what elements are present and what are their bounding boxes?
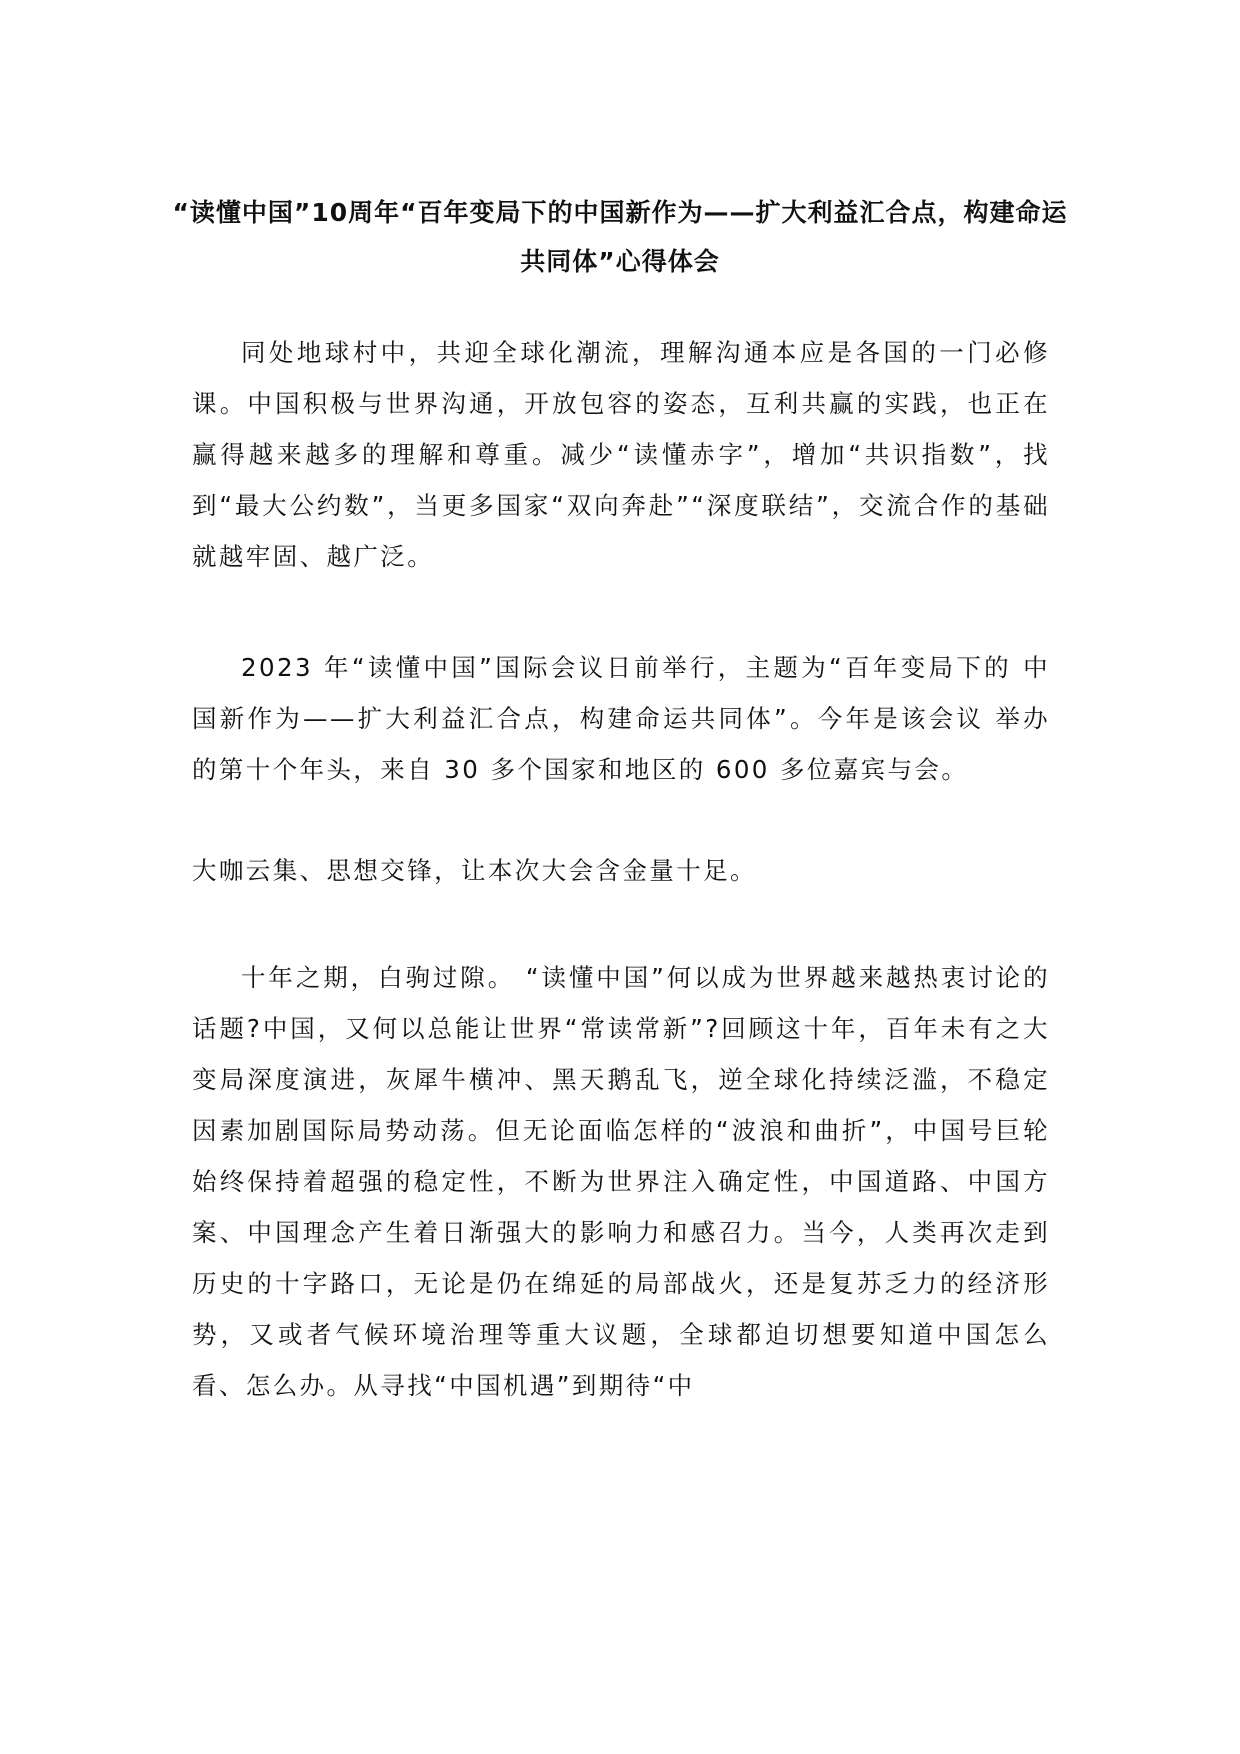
paragraph-3: 大咖云集、思想交锋，让本次大会含金量十足。: [192, 856, 757, 885]
paragraph-2: 2023 年“读懂中国”国际会议日前举行，主题为“百年变局下的 中国新作为——扩大利益汇合点，构建命运共同体”。今年是该会议 举办的第十个年头，来自 30 多个国家和地区的 600 多位嘉宾与会。: [192, 653, 1050, 784]
document-title: “读懂中国”10周年“百年变局下的中国新作为——扩大利益汇合点，构建命运共同体”心得体会: [172, 198, 1068, 276]
paragraph-4: 十年之期，白驹过隙。 “读懂中国”何以成为世界越来越热衷讨论的话题?中国，又何以总能让世界“常读常新”?回顾这十年，百年未有之大变局深度演进，灰犀牛横冲、黑天鹅乱飞，逆全球化持续泛滥，不稳定因素加剧国际局势动荡。但无论面临怎样的“波浪和曲折”，中国号巨轮始终保持着超强的稳定性，不断为世界注入确定性，中国道路、中国方案、中国理念产生着日渐强大的影响力和感召力。当今，人类再次走到历史的十字路口，无论是仍在绵延的局部战火，还是复苏乏力的经济形势，又或者气候环境治理等重大议题，全球都迫切想要知道中国怎么看、怎么办。从寻找“中国机遇”到期待“中: [192, 963, 1050, 1400]
paragraph-1: 同处地球村中，共迎全球化潮流，理解沟通本应是各国的一门必修课。中国积极与世界沟通，开放包容的姿态，互利共赢的实践，也正在赢得越来越多的理解和尊重。减少“读懂赤字”，增加“共识指数”，找到“最大公约数”，当更多国家“双向奔赴”“深度联结”，交流合作的基础就越牢固、越广泛。: [192, 338, 1050, 571]
